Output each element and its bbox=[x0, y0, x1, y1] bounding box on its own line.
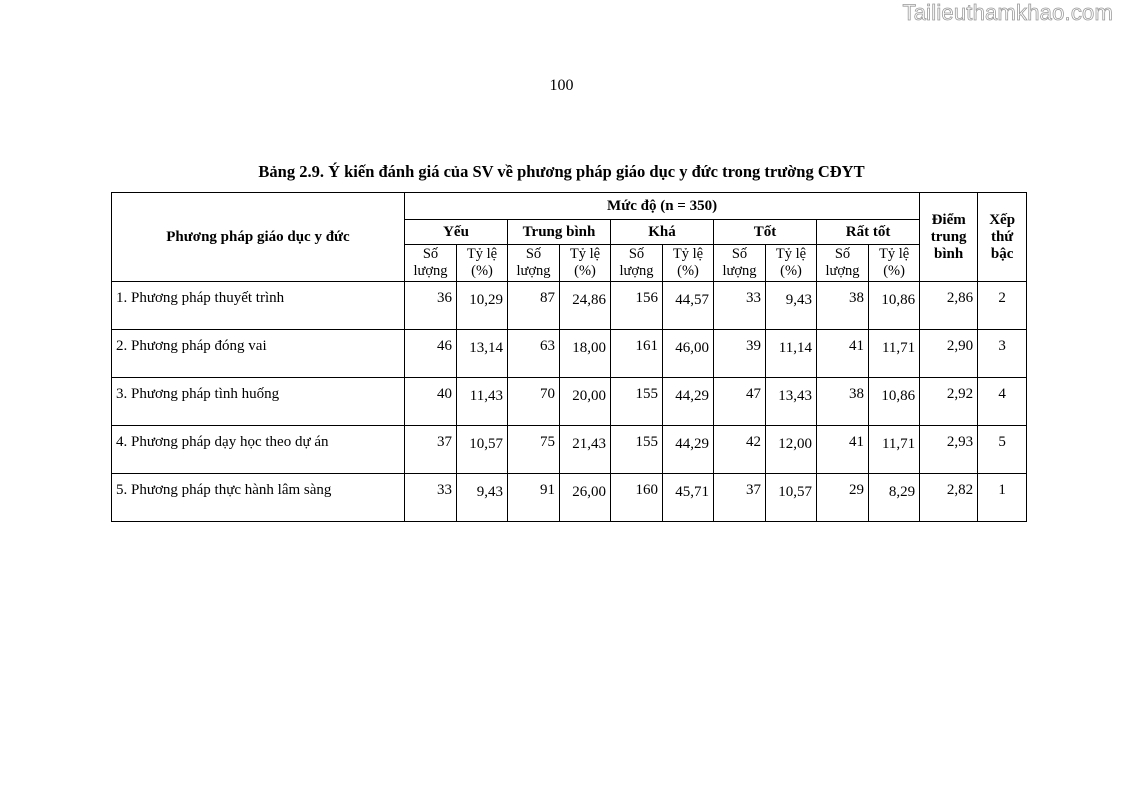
average-cell: 2,93 bbox=[920, 426, 978, 474]
percent-cell: 10,57 bbox=[457, 426, 508, 474]
header-method: Phương pháp giáo dục y đức bbox=[112, 193, 405, 282]
count-cell: 33 bbox=[405, 474, 457, 522]
header-percent: Tỷ lệ (%) bbox=[457, 245, 508, 282]
count-cell: 42 bbox=[714, 426, 766, 474]
count-cell: 75 bbox=[508, 426, 560, 474]
percent-cell: 10,57 bbox=[766, 474, 817, 522]
header-count: Số lượng bbox=[714, 245, 766, 282]
percent-cell: 44,57 bbox=[663, 282, 714, 330]
rank-cell: 2 bbox=[978, 282, 1027, 330]
count-cell: 29 bbox=[817, 474, 869, 522]
percent-cell: 45,71 bbox=[663, 474, 714, 522]
count-cell: 41 bbox=[817, 426, 869, 474]
count-cell: 38 bbox=[817, 378, 869, 426]
percent-cell: 10,29 bbox=[457, 282, 508, 330]
count-cell: 161 bbox=[611, 330, 663, 378]
header-percent: Tỷ lệ (%) bbox=[766, 245, 817, 282]
percent-cell: 11,43 bbox=[457, 378, 508, 426]
count-cell: 160 bbox=[611, 474, 663, 522]
header-level-very-good: Rất tốt bbox=[817, 220, 920, 245]
percent-cell: 10,86 bbox=[869, 282, 920, 330]
method-name: 1. Phương pháp thuyết trình bbox=[112, 282, 405, 330]
table-row bbox=[112, 474, 1027, 522]
average-cell: 2,92 bbox=[920, 378, 978, 426]
count-cell: 41 bbox=[817, 330, 869, 378]
average-cell: 2,82 bbox=[920, 474, 978, 522]
percent-cell: 24,86 bbox=[560, 282, 611, 330]
percent-cell: 21,43 bbox=[560, 426, 611, 474]
method-name: 4. Phương pháp dạy học theo dự án bbox=[112, 426, 405, 474]
table-caption: Bảng 2.9. Ý kiến đánh giá của SV về phương pháp giáo dục y đức trong trường CĐYT bbox=[258, 162, 865, 181]
table-row bbox=[112, 426, 1027, 474]
header-level-good: Tốt bbox=[714, 220, 817, 245]
count-cell: 39 bbox=[714, 330, 766, 378]
percent-cell: 44,29 bbox=[663, 378, 714, 426]
percent-cell: 11,71 bbox=[869, 426, 920, 474]
percent-cell: 9,43 bbox=[766, 282, 817, 330]
count-cell: 91 bbox=[508, 474, 560, 522]
header-average: Điểm trung bình bbox=[920, 193, 978, 282]
method-name: 3. Phương pháp tình huống bbox=[112, 378, 405, 426]
percent-cell: 44,29 bbox=[663, 426, 714, 474]
percent-cell: 11,14 bbox=[766, 330, 817, 378]
table-row bbox=[112, 282, 1027, 330]
count-cell: 155 bbox=[611, 378, 663, 426]
header-level-fair: Khá bbox=[611, 220, 714, 245]
percent-cell: 26,00 bbox=[560, 474, 611, 522]
count-cell: 37 bbox=[714, 474, 766, 522]
count-cell: 33 bbox=[714, 282, 766, 330]
evaluation-table bbox=[111, 192, 1027, 522]
page-number: 100 bbox=[549, 77, 574, 94]
count-cell: 70 bbox=[508, 378, 560, 426]
count-cell: 40 bbox=[405, 378, 457, 426]
count-cell: 47 bbox=[714, 378, 766, 426]
header-level-weak: Yếu bbox=[405, 220, 508, 245]
percent-cell: 11,71 bbox=[869, 330, 920, 378]
header-percent: Tỷ lệ (%) bbox=[560, 245, 611, 282]
header-level-average: Trung bình bbox=[508, 220, 611, 245]
header-count: Số lượng bbox=[508, 245, 560, 282]
header-count: Số lượng bbox=[817, 245, 869, 282]
table-row bbox=[112, 330, 1027, 378]
count-cell: 36 bbox=[405, 282, 457, 330]
rank-cell: 4 bbox=[978, 378, 1027, 426]
table-row bbox=[112, 378, 1027, 426]
percent-cell: 8,29 bbox=[869, 474, 920, 522]
count-cell: 87 bbox=[508, 282, 560, 330]
rank-cell: 5 bbox=[978, 426, 1027, 474]
method-name: 5. Phương pháp thực hành lâm sàng bbox=[112, 474, 405, 522]
watermark: Tailieuthamkhao.com bbox=[902, 0, 1113, 25]
header-percent: Tỷ lệ (%) bbox=[869, 245, 920, 282]
header-level-group: Mức độ (n = 350) bbox=[405, 193, 920, 220]
average-cell: 2,86 bbox=[920, 282, 978, 330]
percent-cell: 9,43 bbox=[457, 474, 508, 522]
count-cell: 63 bbox=[508, 330, 560, 378]
count-cell: 155 bbox=[611, 426, 663, 474]
method-name: 2. Phương pháp đóng vai bbox=[112, 330, 405, 378]
header-count: Số lượng bbox=[611, 245, 663, 282]
percent-cell: 13,14 bbox=[457, 330, 508, 378]
percent-cell: 10,86 bbox=[869, 378, 920, 426]
header-rank: Xếp thứ bậc bbox=[978, 193, 1027, 282]
header-count: Số lượng bbox=[405, 245, 457, 282]
count-cell: 156 bbox=[611, 282, 663, 330]
header-percent: Tỷ lệ (%) bbox=[663, 245, 714, 282]
percent-cell: 46,00 bbox=[663, 330, 714, 378]
rank-cell: 3 bbox=[978, 330, 1027, 378]
rank-cell: 1 bbox=[978, 474, 1027, 522]
count-cell: 37 bbox=[405, 426, 457, 474]
count-cell: 38 bbox=[817, 282, 869, 330]
percent-cell: 12,00 bbox=[766, 426, 817, 474]
percent-cell: 13,43 bbox=[766, 378, 817, 426]
percent-cell: 20,00 bbox=[560, 378, 611, 426]
count-cell: 46 bbox=[405, 330, 457, 378]
percent-cell: 18,00 bbox=[560, 330, 611, 378]
average-cell: 2,90 bbox=[920, 330, 978, 378]
